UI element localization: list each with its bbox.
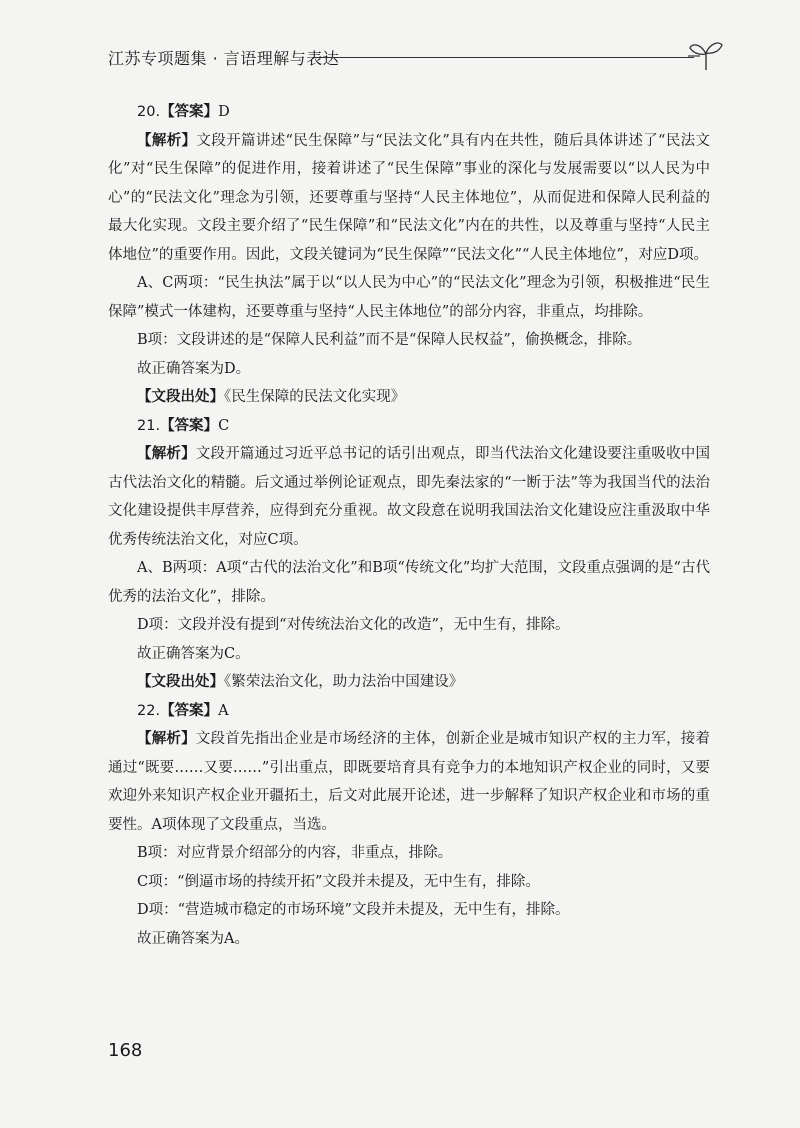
analysis-label: 【解析】 bbox=[137, 731, 196, 747]
q22-answer-line bbox=[108, 697, 710, 726]
q20-conclusion: 故正确答案为D。 bbox=[137, 360, 251, 377]
page-content bbox=[108, 98, 710, 953]
q22-option-c: C项：“倒逼市场的持续开拓”文段并未提及，无中生有，排除。 bbox=[137, 873, 540, 890]
q21-option-d: D项：文段并没有提到“对传统法治文化的改造”，无中生有，排除。 bbox=[137, 617, 570, 633]
q20-answer: D bbox=[218, 104, 230, 120]
source-label: 【文段出处】 bbox=[137, 389, 224, 405]
page-number: 168 bbox=[108, 1040, 143, 1061]
q22-analysis bbox=[108, 725, 710, 839]
q22-answer: A bbox=[218, 702, 229, 719]
analysis-label: 【解析】 bbox=[137, 446, 196, 462]
q21-answer: C bbox=[218, 417, 230, 434]
q22-conclusion: 故正确答案为A。 bbox=[137, 930, 249, 947]
q21-source-title: 《繁荣法治文化，助力法治中国建设》 bbox=[224, 674, 464, 690]
q21-analysis-text: 文段开篇通过习近平总书记的话引出观点，即当代法治文化建设要注重吸收中国古代法治文化的精髓。后文通过举例论证观点，即先秦法家的“一断于法”等为我国当代的法治文化建设提供丰厚营养，应得到充分重视。故文段意在说明我国法治文化建设应注重汲取中华优秀传统法治文化，对应C项。 bbox=[108, 446, 711, 548]
sprout-icon bbox=[688, 38, 724, 72]
source-label: 【文段出处】 bbox=[137, 674, 224, 690]
header-rule bbox=[314, 57, 694, 58]
q21-number: 21. bbox=[137, 417, 161, 434]
q20-analysis-text: 文段开篇讲述“民生保障”与“民法文化”具有内在共性，随后具体讲述了“民法文化”对“民生保障”的促进作用，接着讲述了“民生保障”事业的深化与发展需要以“以人民为中心”的“民法文化”理念为引领，还要尊重与坚持“人民主体地位”，从而促进和保障人民利益的最大化实现。文段主要介绍了“民生保障”和“民法文化”内在的共性，以及尊重与坚持“人民主体地位”的重要作用。因此，文段关键词为“民生保障”“民法文化”“人民主体地位”，对应D项。 bbox=[108, 132, 711, 263]
q20-option-ac: A、C两项：“民生执法”属于以“以人民为中心”的“民法文化”理念为引领，积极推进“民生保障”模式一体建构，还要尊重与坚持“人民主体地位”的部分内容，非重点，均排除。 bbox=[108, 275, 710, 320]
q22-option-b: B项：对应背景介绍部分的内容，非重点，排除。 bbox=[137, 845, 453, 861]
q21-source bbox=[108, 668, 710, 697]
q20-option-b: B项：文段讲述的是“保障人民利益”而不是“保障人民权益”，偷换概念，排除。 bbox=[137, 332, 642, 348]
q22-option-d: D项：“营造城市稳定的市场环境”文段并未提及，无中生有，排除。 bbox=[137, 902, 570, 918]
q20-analysis bbox=[108, 127, 710, 270]
header-title: 江苏专项题集 · 言语理解与表达 bbox=[108, 49, 340, 68]
q22-number: 22. bbox=[137, 702, 161, 719]
q22-analysis-text: 文段首先指出企业是市场经济的主体，创新企业是城市知识产权的主力军，接着通过“既要……又要……”引出重点，即既要培育具有竞争力的本地知识产权企业的同时，又要欢迎外来知识产权企业开疆拓土，后文对此展开论述，进一步解释了知识产权企业和市场的重要性。A项体现了文段重点，当选。 bbox=[108, 731, 711, 833]
answer-label: 【答案】 bbox=[160, 702, 219, 719]
q21-option-ab: A、B两项：A项“古代的法治文化”和B项“传统文化”均扩大范围，文段重点强调的是“古代优秀的法治文化”，排除。 bbox=[108, 560, 710, 605]
q21-answer-line bbox=[108, 412, 710, 441]
answer-label: 【答案】 bbox=[160, 417, 219, 434]
answer-label: 【答案】 bbox=[160, 104, 219, 120]
analysis-label: 【解析】 bbox=[137, 132, 197, 149]
q20-source bbox=[108, 383, 710, 412]
q20-number: 20. bbox=[137, 104, 161, 120]
q21-conclusion: 故正确答案为C。 bbox=[137, 645, 250, 662]
q20-answer-line bbox=[108, 98, 710, 127]
q20-source-title: 《民生保障的民法文化实现》 bbox=[224, 389, 406, 405]
q21-analysis bbox=[108, 440, 710, 554]
running-header bbox=[108, 40, 718, 80]
